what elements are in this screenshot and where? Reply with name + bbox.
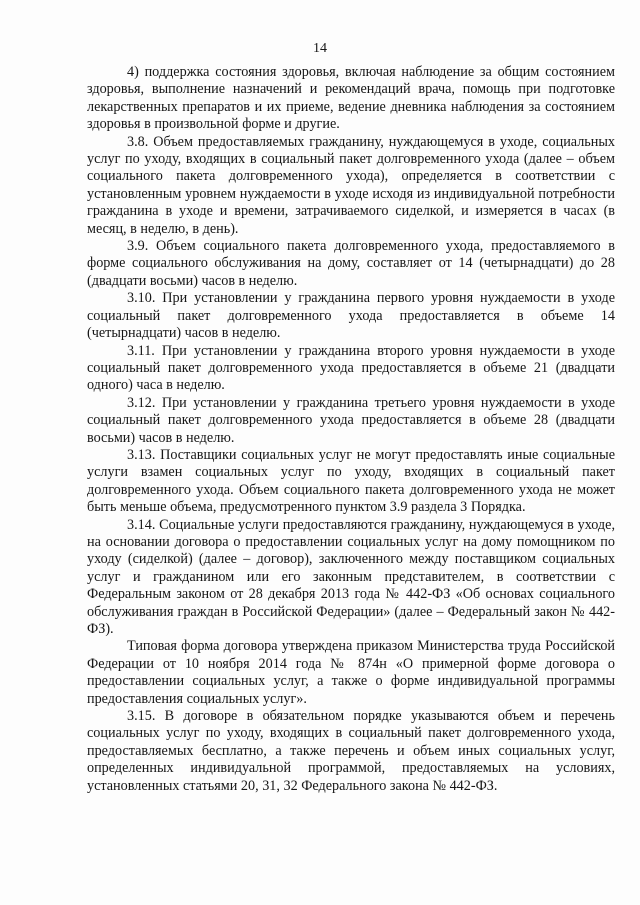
document-body (87, 64, 615, 795)
paragraph-3-14: 3.14. Социальные услуги предоставляются гражданину, нуждающемуся в уходе, на основании договора о предоставлении социальных услуг на дому помощником по уходу (сиделкой) (далее – договор), заключенного между поставщиком социальных услуг и гражданином или его законным представителем, в соответствии с Федеральным законом от 28 декабря 2013 года № 442-ФЗ «Об основах социального обслуживания граждан в Российской Федерации» (далее – Федеральный закон № 442-ФЗ). (87, 516, 615, 637)
paragraph-3-15: 3.15. В договоре в обязательном порядке указываются объем и перечень социальных услуг по уходу, входящих в социальный пакет долговременного ухода, предоставляемых бесплатно, а также перечень и объем иных социальных услуг, определенных индивидуальной программой, предоставляемых на условиях, установленных статьями 20, 31, 32 Федерального закона № 442-ФЗ. (87, 708, 615, 794)
paragraph-3-8: 3.8. Объем предоставляемых гражданину, нуждающемуся в уходе, социальных услуг по уходу, входящих в социальный пакет долговременного ухода (далее – объем социального пакета долговременного ухода), определяется в соответствии с установленным уровнем нуждаемости в уходе исходя из индивидуальной потребности гражданина в уходе и времени, затрачиваемого сиделкой, и измеряется в часах (в месяц, в неделю, в день). (87, 133, 615, 237)
paragraph-contract-form: Типовая форма договора утверждена приказом Министерства труда Российской Федерации от 10 ноября 2014 года № 874н «О примерной форме договора о предоставлении социальных услуг, а также о форме индивидуальной программы предоставления социальных услуг». (87, 638, 615, 707)
paragraph-3-9: 3.9. Объем социального пакета долговременного ухода, предоставляемого в форме социального обслуживания на дому, составляет от 14 (четырнадцати) до 28 (двадцати восьми) часов в неделю. (87, 238, 615, 289)
paragraph-3-11: 3.11. При установлении у гражданина второго уровня нуждаемости в уходе социальный пакет долговременного ухода предоставляется в объеме 21 (двадцати одного) часа в неделю. (87, 342, 615, 394)
paragraph-3-13: 3.13. Поставщики социальных услуг не могут предоставлять иные социальные услуги взамен социальных услуг по уходу, входящих в социальный пакет долговременного ухода. Объем социального пакета долговременного ухода не может быть меньше объема, предусмотренного пунктом 3.9 раздела 3 Порядка. (87, 446, 615, 516)
paragraph-3-12: 3.12. При установлении у гражданина третьего уровня нуждаемости в уходе социальный пакет долговременного ухода предоставляется в объеме 28 (двадцати восьми) часов в неделю. (87, 394, 615, 446)
page-number: 14 (313, 41, 327, 56)
paragraph-3-10: 3.10. При установлении у гражданина первого уровня нуждаемости в уходе социальный пакет долговременного ухода предоставляется в объеме 14 (четырнадцати) часов в неделю. (87, 290, 615, 342)
paragraph-health-support: 4) поддержка состояния здоровья, включая наблюдение за общим состоянием здоровья, выполнение назначений и рекомендаций врача, помощь при подготовке лекарственных препаратов и их приеме, ведение дневника наблюдения за состоянием здоровья в произвольной форме и другие. (87, 64, 615, 133)
